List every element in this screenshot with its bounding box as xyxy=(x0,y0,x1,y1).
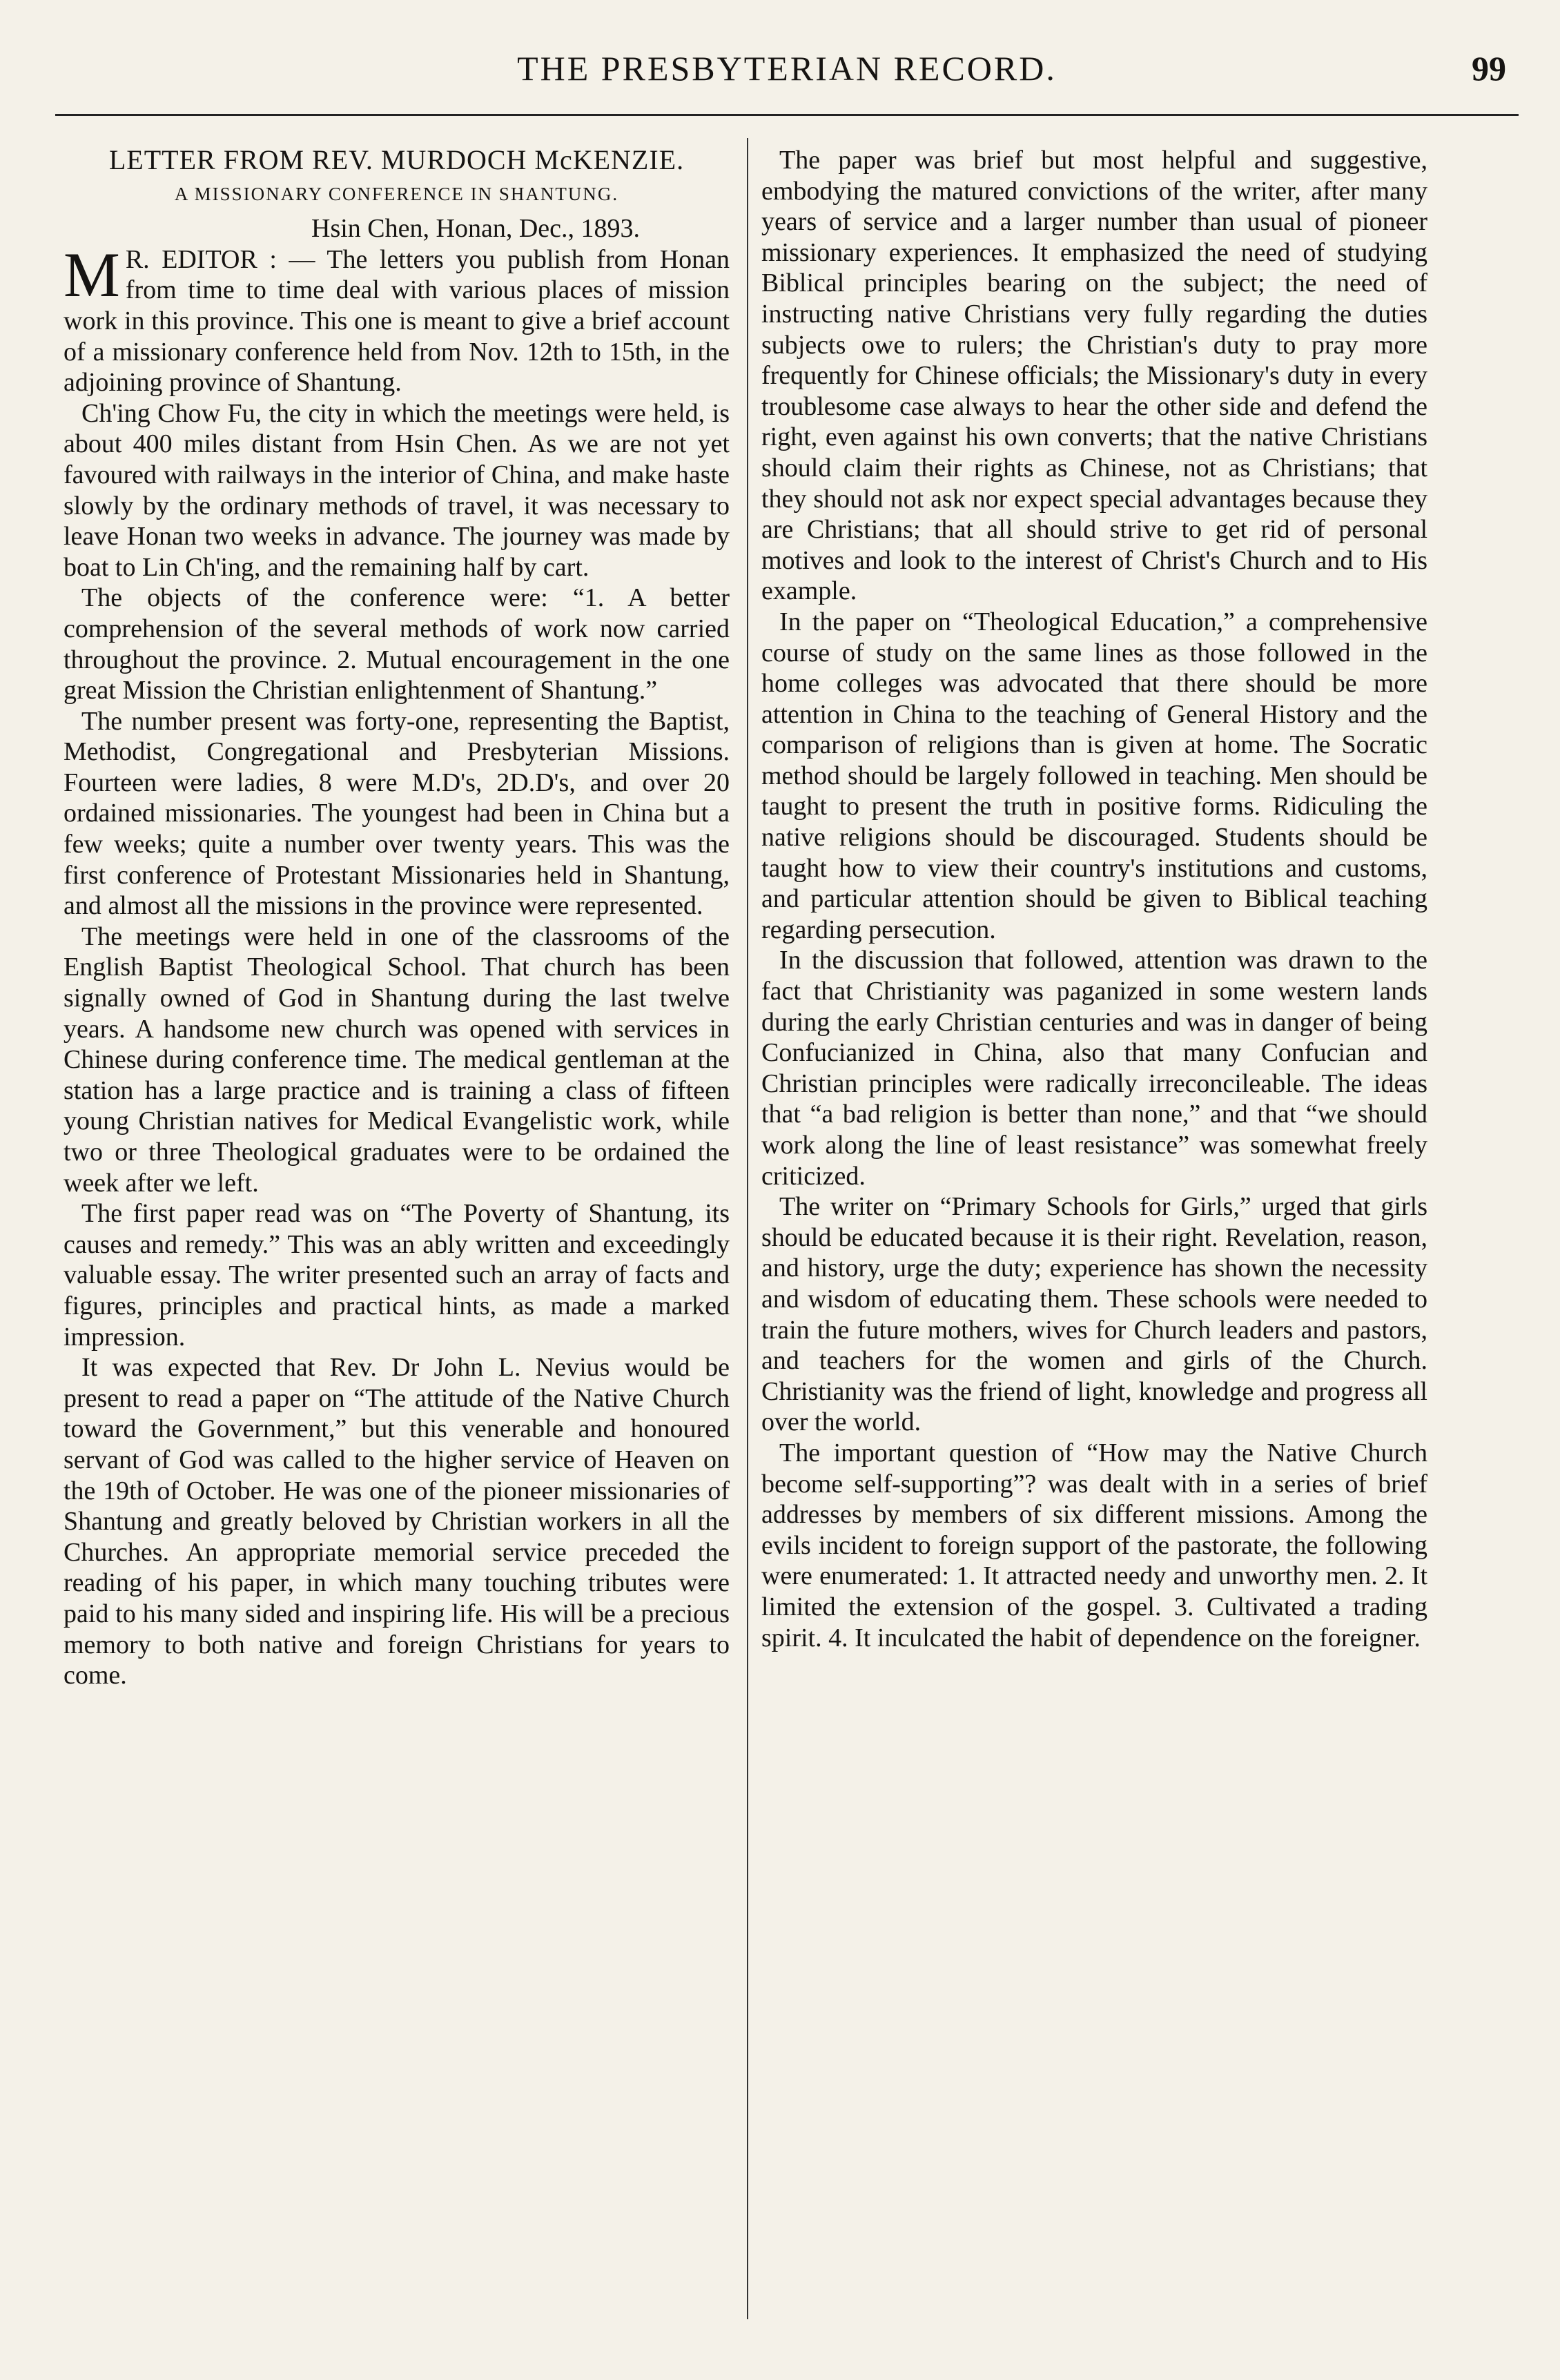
letter-subtitle: A MISSIONARY CONFERENCE IN SHANTUNG. xyxy=(174,183,619,204)
letter-title: LETTER FROM REV. MURDOCH McKENZIE. xyxy=(108,144,685,175)
right-column xyxy=(761,145,1427,1653)
paragraph-4: The number present was forty-one, representing the Baptist, Methodist, Congregational and Presbyterian Missions. Fourteen were ladies, 8 were M.D's, 2D.D's, and over 20 ordained missionaries. The youngest had been in China but a few weeks; quite a number over twenty years. This was the first conference of Protestant Missionaries held in Shantung, and almost all the missions in the province were represented. xyxy=(64,706,730,921)
paragraph-5: The meetings were held in one of the classrooms of the English Baptist Theological School. That church has been signally owned of God in Shantung during the last twelve years. A handsome new church was opened with services in Chinese during conference time. The medical gentleman at the station has a large practice and is training a class of fifteen young Christian natives for Medical Evangelistic work, while two or three Theological graduates were to be ordained the week after we left. xyxy=(64,921,730,1198)
paragraph-8: The paper was brief but most helpful and suggestive, embodying the matured convictions of the writer, after many years of service and a larger number than usual of pioneer missionary experiences. It emphasized the need of studying Biblical principles bearing on the subject; the need of instructing native Christians very fully regarding the duties subjects owe to rulers; the Christian's duty to pray more frequently for Chinese officials; the Missionary's duty in every troublesome case always to hear the other side and defend the right, even against his own converts; that the native Christians should claim their rights as Chinese, not as Christians; that they should not ask nor expect special advantages because they are Christians; that all should strive to get rid of personal motives and look to the interest of Christ's Church and to His example. xyxy=(761,146,1427,606)
paragraph-12: The important question of “How may the Native Church become self-supporting”? was dealt with in a series of brief addresses by members of six different missions. Among the evils incident to foreign support of the pastorate, the following were enumerated: 1. It attracted needy and unworthy men. 2. It limited the extension of the gospel. 3. Cultivated a trading spirit. 4. It inculcated the habit of dependence on the foreigner. xyxy=(761,1438,1427,1652)
column-divider xyxy=(747,138,748,2319)
left-column xyxy=(64,145,730,1691)
paragraph-1 xyxy=(64,239,730,398)
salutation: R. EDITOR : xyxy=(125,244,277,274)
drop-cap: M xyxy=(64,239,120,310)
dateline: Hsin Chen, Honan, Dec., 1893. xyxy=(311,214,640,244)
paragraph-9: In the paper on “Theological Education,” a comprehensive course of study on the same lines as those followed in the home colleges was advocated that there should be more attention in China to the teaching of General History and the comparison of religions than is given at home. The Socratic method should be largely followed in teaching. Men should be taught to present the truth in positive forms. Ridiculing the native religions should be discouraged. Students should be taught how to view their country's institutions and customs, and particular attention should be given to Biblical teaching regarding persecution. xyxy=(761,607,1427,944)
paragraph-3: The objects of the conference were: “1. A better comprehension of the several methods of work now carried throughout the province. 2. Mutual encouragement in the one great Mission the Christian enlightenment of Shantung.” xyxy=(64,583,730,705)
running-head xyxy=(55,48,1519,97)
paragraph-2: Ch'ing Chow Fu, the city in which the meetings were held, is about 400 miles distant from Hsin Chen. As we are not yet favoured with railways in the interior of China, and make haste slowly by the ordinary methods of travel, it was necessary to leave Honan two weeks in advance. The journey was made by boat to Lin Ch'ing, and the remaining half by cart. xyxy=(64,398,730,582)
running-title: THE PRESBYTERIAN RECORD. xyxy=(517,49,1057,88)
paragraph-10: In the discussion that followed, attention was drawn to the fact that Christianity was paganized in some western lands during the early Christian centuries and was in danger of being Confucianized in China, also that many Confucian and Christian principles were radically irreconcileable. The ideas that “a bad religion is better than none,” and that “we should work along the line of least resistance” was somewhat freely criticized. xyxy=(761,946,1427,1191)
paragraph-6: The first paper read was on “The Poverty of Shantung, its causes and remedy.” This was an ably written and exceedingly valuable essay. The writer presented such an array of facts and figures, principles and practical hints, as made a marked impression. xyxy=(64,1199,730,1352)
paragraph-1-text: — The letters you publish from Honan from time to time deal with various places of mission work in this province. This one is meant to give a brief account of a missionary conference held from Nov. 12th to 15th, in the adjoining province of Shantung. xyxy=(64,244,730,398)
page-number: 99 xyxy=(1472,49,1506,88)
paragraph-7: It was expected that Rev. Dr John L. Nevius would be present to read a paper on “The attitude of the Native Church toward the Government,” but this venerable and honoured servant of God was called to the higher service of Heaven on the 19th of October. He was one of the pioneer missionaries of Shantung and greatly beloved by Christian workers in all the Churches. An appropriate memorial service preceded the reading of his paper, in which many touching tributes were paid to his many sided and inspiring life. His will be a precious memory to both native and foreign Christians for years to come. xyxy=(64,1353,730,1690)
header-rule xyxy=(55,114,1519,116)
paragraph-11: The writer on “Primary Schools for Girls,” urged that girls should be educated because it is their right. Revelation, reason, and history, urge the duty; experience has shown the necessity and wisdom of educating them. These schools were needed to train the future mothers, wives for Church leaders and pastors, and teachers for the women and girls of the Church. Christianity was the friend of light, knowledge and progress all over the world. xyxy=(761,1192,1427,1437)
